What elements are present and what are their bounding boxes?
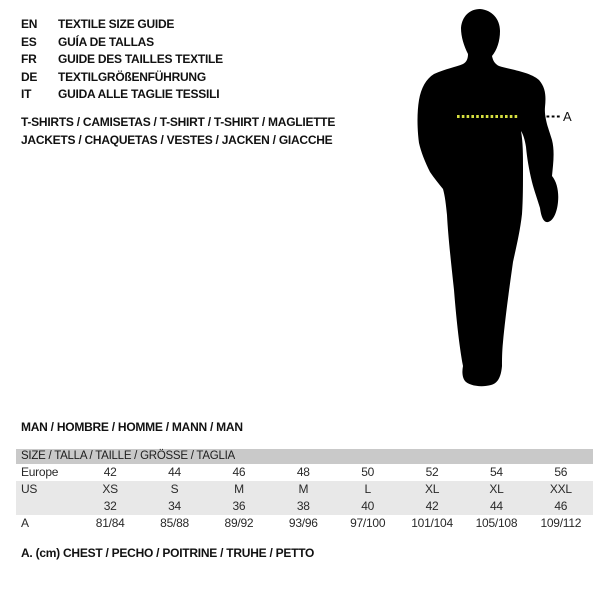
size-cell: 42 <box>425 499 439 513</box>
man-figure <box>400 0 600 420</box>
size-cell: 48 <box>296 465 310 479</box>
table-row <box>16 515 593 532</box>
size-table <box>16 449 593 532</box>
category-line: JACKETS / CHAQUETAS / VESTES / JACKEN / GIACCHE <box>21 132 333 147</box>
category-line: T-SHIRTS / CAMISETAS / T-SHIRT / T-SHIRT / MAGLIETTE <box>21 115 336 129</box>
size-cell: XXL <box>549 482 572 496</box>
size-cell: 44 <box>168 465 181 479</box>
size-cell: 36 <box>232 499 246 513</box>
language-row <box>21 16 223 34</box>
language-row <box>21 34 223 52</box>
row-label: US <box>21 482 38 496</box>
size-cell: 93/96 <box>288 516 318 530</box>
language-code: IT <box>21 87 32 102</box>
size-cell: S <box>170 482 179 496</box>
size-cell: 32 <box>103 499 117 513</box>
size-cell: 34 <box>168 499 181 513</box>
size-cell: 50 <box>361 465 375 479</box>
language-label: TEXTILE SIZE GUIDE <box>58 17 175 31</box>
row-label: A <box>21 516 29 530</box>
size-cell: XL <box>489 482 504 496</box>
size-cell: 54 <box>490 465 503 479</box>
table-row <box>16 464 593 481</box>
size-table-body <box>16 464 593 532</box>
size-cell: 105/108 <box>475 516 518 530</box>
section-title: MAN / HOMBRE / HOMME / MANN / MAN <box>21 420 243 434</box>
language-label: TEXTILGRÖßENFÜHRUNG <box>58 69 206 84</box>
language-row <box>21 86 223 104</box>
row-label: Europe <box>21 465 59 479</box>
table-row <box>16 481 593 498</box>
language-label: GUIDE DES TAILLES TEXTILE <box>58 52 223 67</box>
table-row <box>16 498 593 515</box>
size-cell: 97/100 <box>350 516 386 530</box>
size-cell: 46 <box>554 499 568 513</box>
language-label: GUÍA DE TALLAS <box>58 34 154 49</box>
language-code: FR <box>21 52 37 67</box>
language-row <box>21 51 223 69</box>
size-cell: M <box>234 482 244 496</box>
size-table-header: SIZE / TALLA / TAILLE / GRÖSSE / TAGLIA <box>16 449 593 464</box>
size-cell: 85/88 <box>160 516 189 530</box>
size-cell: 40 <box>361 499 375 513</box>
category-lines <box>21 114 335 149</box>
man-silhouette-shape <box>418 9 559 386</box>
size-cell: 46 <box>232 465 246 479</box>
language-row <box>21 69 223 87</box>
language-code: DE <box>21 69 38 84</box>
size-cell: 109/112 <box>540 516 582 530</box>
size-cell: 101/104 <box>411 516 453 530</box>
language-list <box>21 16 223 104</box>
language-label: GUIDA ALLE TAGLIE TESSILI <box>58 87 220 102</box>
size-cell: XS <box>102 482 118 496</box>
size-cell: XL <box>424 482 440 496</box>
size-cell: 38 <box>296 499 310 513</box>
size-cell: 89/92 <box>224 516 254 530</box>
size-cell: 52 <box>425 465 439 479</box>
size-cell: M <box>298 482 309 496</box>
footnote: A. (cm) CHEST / PECHO / POITRINE / TRUHE / PETTO <box>21 546 315 560</box>
size-cell: 44 <box>490 499 503 513</box>
language-code: ES <box>21 34 37 49</box>
size-cell: L <box>364 482 371 496</box>
row-label <box>16 498 78 515</box>
size-cell: 81/84 <box>95 516 125 530</box>
measure-label-a: A <box>563 109 572 124</box>
size-cell: 56 <box>554 465 568 479</box>
size-cell: 42 <box>103 465 117 479</box>
language-code: EN <box>21 17 38 31</box>
